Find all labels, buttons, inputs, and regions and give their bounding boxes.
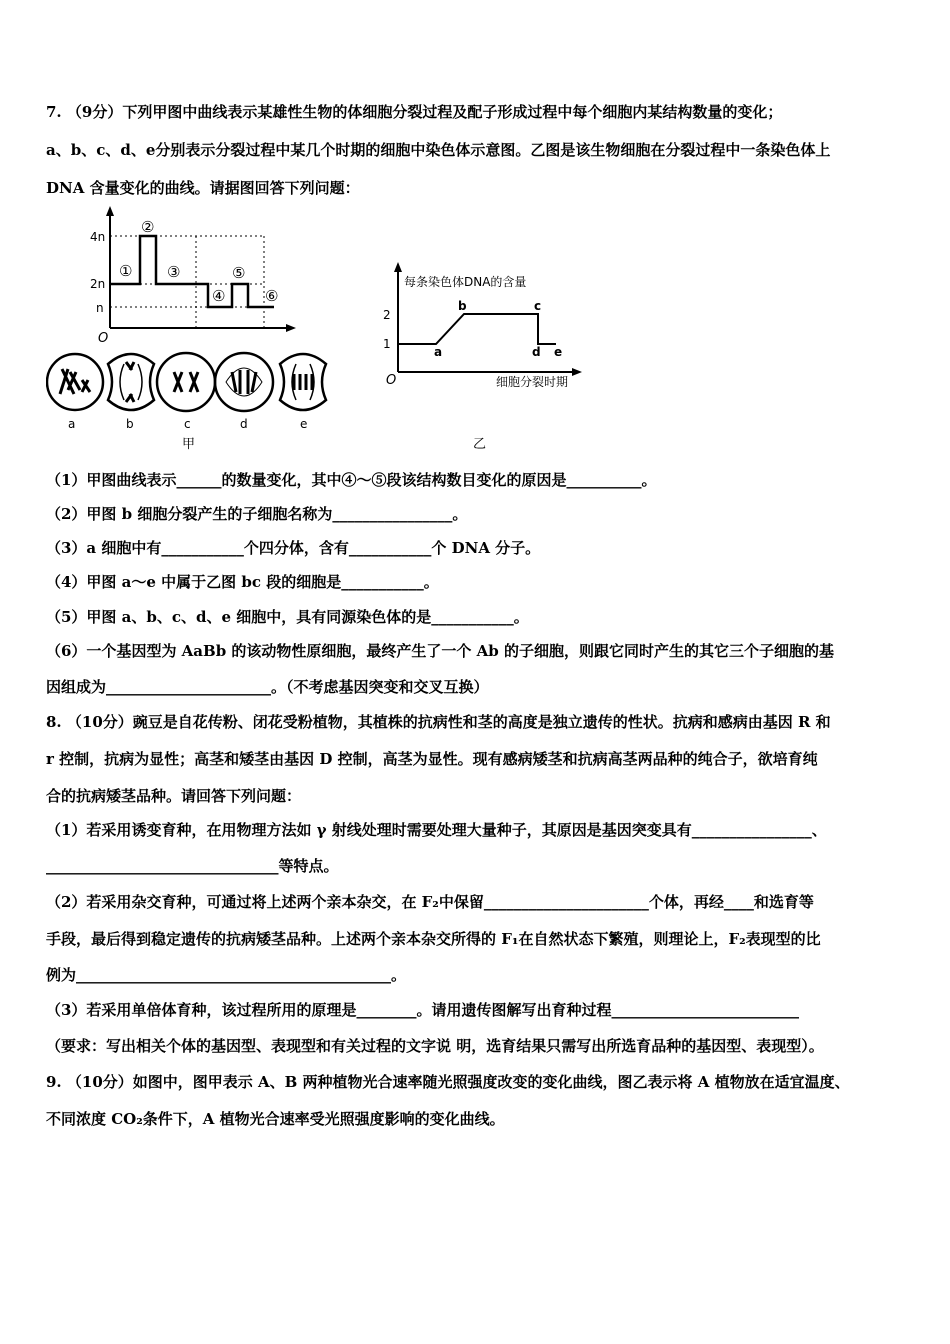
- point-a: a: [434, 345, 443, 359]
- figure-yi: [378, 262, 593, 454]
- segment-3: ③: [167, 263, 181, 281]
- q8-sub-2-line-3: 例为__________________________________________。: [46, 966, 407, 984]
- y-label-2n: 2n: [90, 277, 106, 291]
- q7-sub-5: （5）甲图 a、b、c、d、e 细胞中，具有同源染色体的是___________。: [46, 608, 529, 626]
- cell-label-e: e: [300, 417, 308, 431]
- cell-label-c: c: [184, 417, 191, 431]
- q8-line-2: r 控制，抗病为显性；高茎和矮茎由基因 D 控制，高茎为显性。现有感病矮茎和抗病高茎两品种的纯合子，欲培育纯: [46, 750, 818, 768]
- caption-yi: 乙: [473, 437, 487, 452]
- q9-line-2: 不同浓度 CO₂条件下，A 植物光合速率受光照强度影响的变化曲线。: [46, 1110, 505, 1128]
- curve-jia: [110, 236, 274, 307]
- q8-sub-1-line-2: _______________________________等特点。: [46, 857, 339, 875]
- segment-6: ⑥: [265, 287, 279, 305]
- cell-label-d: d: [240, 417, 248, 431]
- segment-1: ①: [119, 262, 133, 280]
- cell-d: [215, 353, 273, 411]
- origin-label: O: [98, 331, 109, 346]
- q8-line-3: 合的抗病矮茎品种。请回答下列问题：: [46, 787, 302, 805]
- q7-line-2: a、b、c、d、e分别表示分裂过程中某几个时期的细胞中染色体示意图。乙图是该生物细胞在分裂过程中一条染色体上: [46, 141, 831, 159]
- q7-sub-6-line-2: 因组成为______________________。（不考虑基因突变和交叉互换）: [46, 678, 489, 696]
- segment-2: ②: [141, 218, 155, 236]
- q7-line-3: DNA 含量变化的曲线。请据图回答下列问题：: [46, 179, 360, 197]
- cell-c: [157, 353, 215, 411]
- q7-sub-6-line-1: （6）一个基因型为 AaBb 的该动物性原细胞，最终产生了一个 Ab 的子细胞，则跟它同时产生的其它三个子细胞的基: [46, 642, 834, 660]
- y-tick-1: 1: [383, 337, 391, 351]
- xlabel-yi: 细胞分裂时期: [496, 375, 569, 389]
- cell-a: [47, 354, 103, 410]
- cell-b: [108, 354, 154, 410]
- figure-jia: [46, 204, 346, 454]
- segment-4: ④: [212, 287, 226, 305]
- q8-sub-1-line-1: （1）若采用诱变育种，在用物理方法如 γ 射线处理时需要处理大量种子，其原因是基因突变具有________________、: [46, 821, 827, 839]
- y-tick-2: 2: [383, 308, 391, 322]
- q8-sub-2-line-2: 手段，最后得到稳定遗传的抗病矮茎品种。上述两个亲本杂交所得的 F₁在自然状态下繁殖，则理论上，F₂表现型的比: [46, 930, 821, 948]
- y-label-4n: 4n: [90, 230, 106, 244]
- q9-line-1: 9. （10分）如图中，图甲表示 A、B 两种植物光合速率随光照强度改变的变化曲线，图乙表示将 A 植物放在适宜温度、: [46, 1073, 850, 1091]
- segment-5: ⑤: [232, 264, 246, 282]
- point-c: c: [534, 299, 542, 313]
- q8-sub-3-line-1: （3）若采用单倍体育种，该过程所用的原理是________。请用遗传图解写出育种过程_________________________: [46, 1001, 799, 1019]
- origin-yi: O: [386, 373, 397, 388]
- curve-yi: [398, 314, 556, 344]
- point-b: b: [458, 299, 467, 313]
- q7-sub-2: （2）甲图 b 细胞分裂产生的子细胞名称为________________。: [46, 505, 468, 523]
- caption-jia: 甲: [182, 437, 196, 452]
- q7-sub-1: （1）甲图曲线表示______的数量变化，其中④～⑤段该结构数目变化的原因是__________。: [46, 471, 657, 489]
- cell-e: [280, 354, 326, 410]
- point-d: d: [532, 345, 541, 359]
- q7-sub-4: （4）甲图 a～e 中属于乙图 bc 段的细胞是___________。: [46, 573, 439, 591]
- q8-line-1: 8. （10分）豌豆是自花传粉、闭花受粉植物，其植株的抗病性和茎的高度是独立遗传的性状。抗病和感病由基因 R 和: [46, 713, 831, 731]
- cell-label-a: a: [68, 417, 76, 431]
- q8-sub-3-line-2: （要求：写出相关个体的基因型、表现型和有关过程的文字说 明，选育结果只需写出所选育品种的基因型、表现型）。: [46, 1037, 824, 1055]
- q7-sub-3: （3）a 细胞中有___________个四分体，含有___________个 DNA 分子。: [46, 539, 541, 557]
- ylabel-yi: 每条染色体DNA的含量: [404, 275, 527, 289]
- q8-sub-2-line-1: （2）若采用杂交育种，可通过将上述两个亲本杂交，在 F₂中保留______________________个体，再经____和选育等: [46, 893, 814, 911]
- point-e: e: [554, 345, 563, 359]
- y-label-n: n: [96, 301, 104, 315]
- q7-line-1: 7. （9分）下列甲图中曲线表示某雄性生物的体细胞分裂过程及配子形成过程中每个细胞内某结构数量的变化；: [46, 103, 783, 121]
- cell-label-b: b: [126, 417, 134, 431]
